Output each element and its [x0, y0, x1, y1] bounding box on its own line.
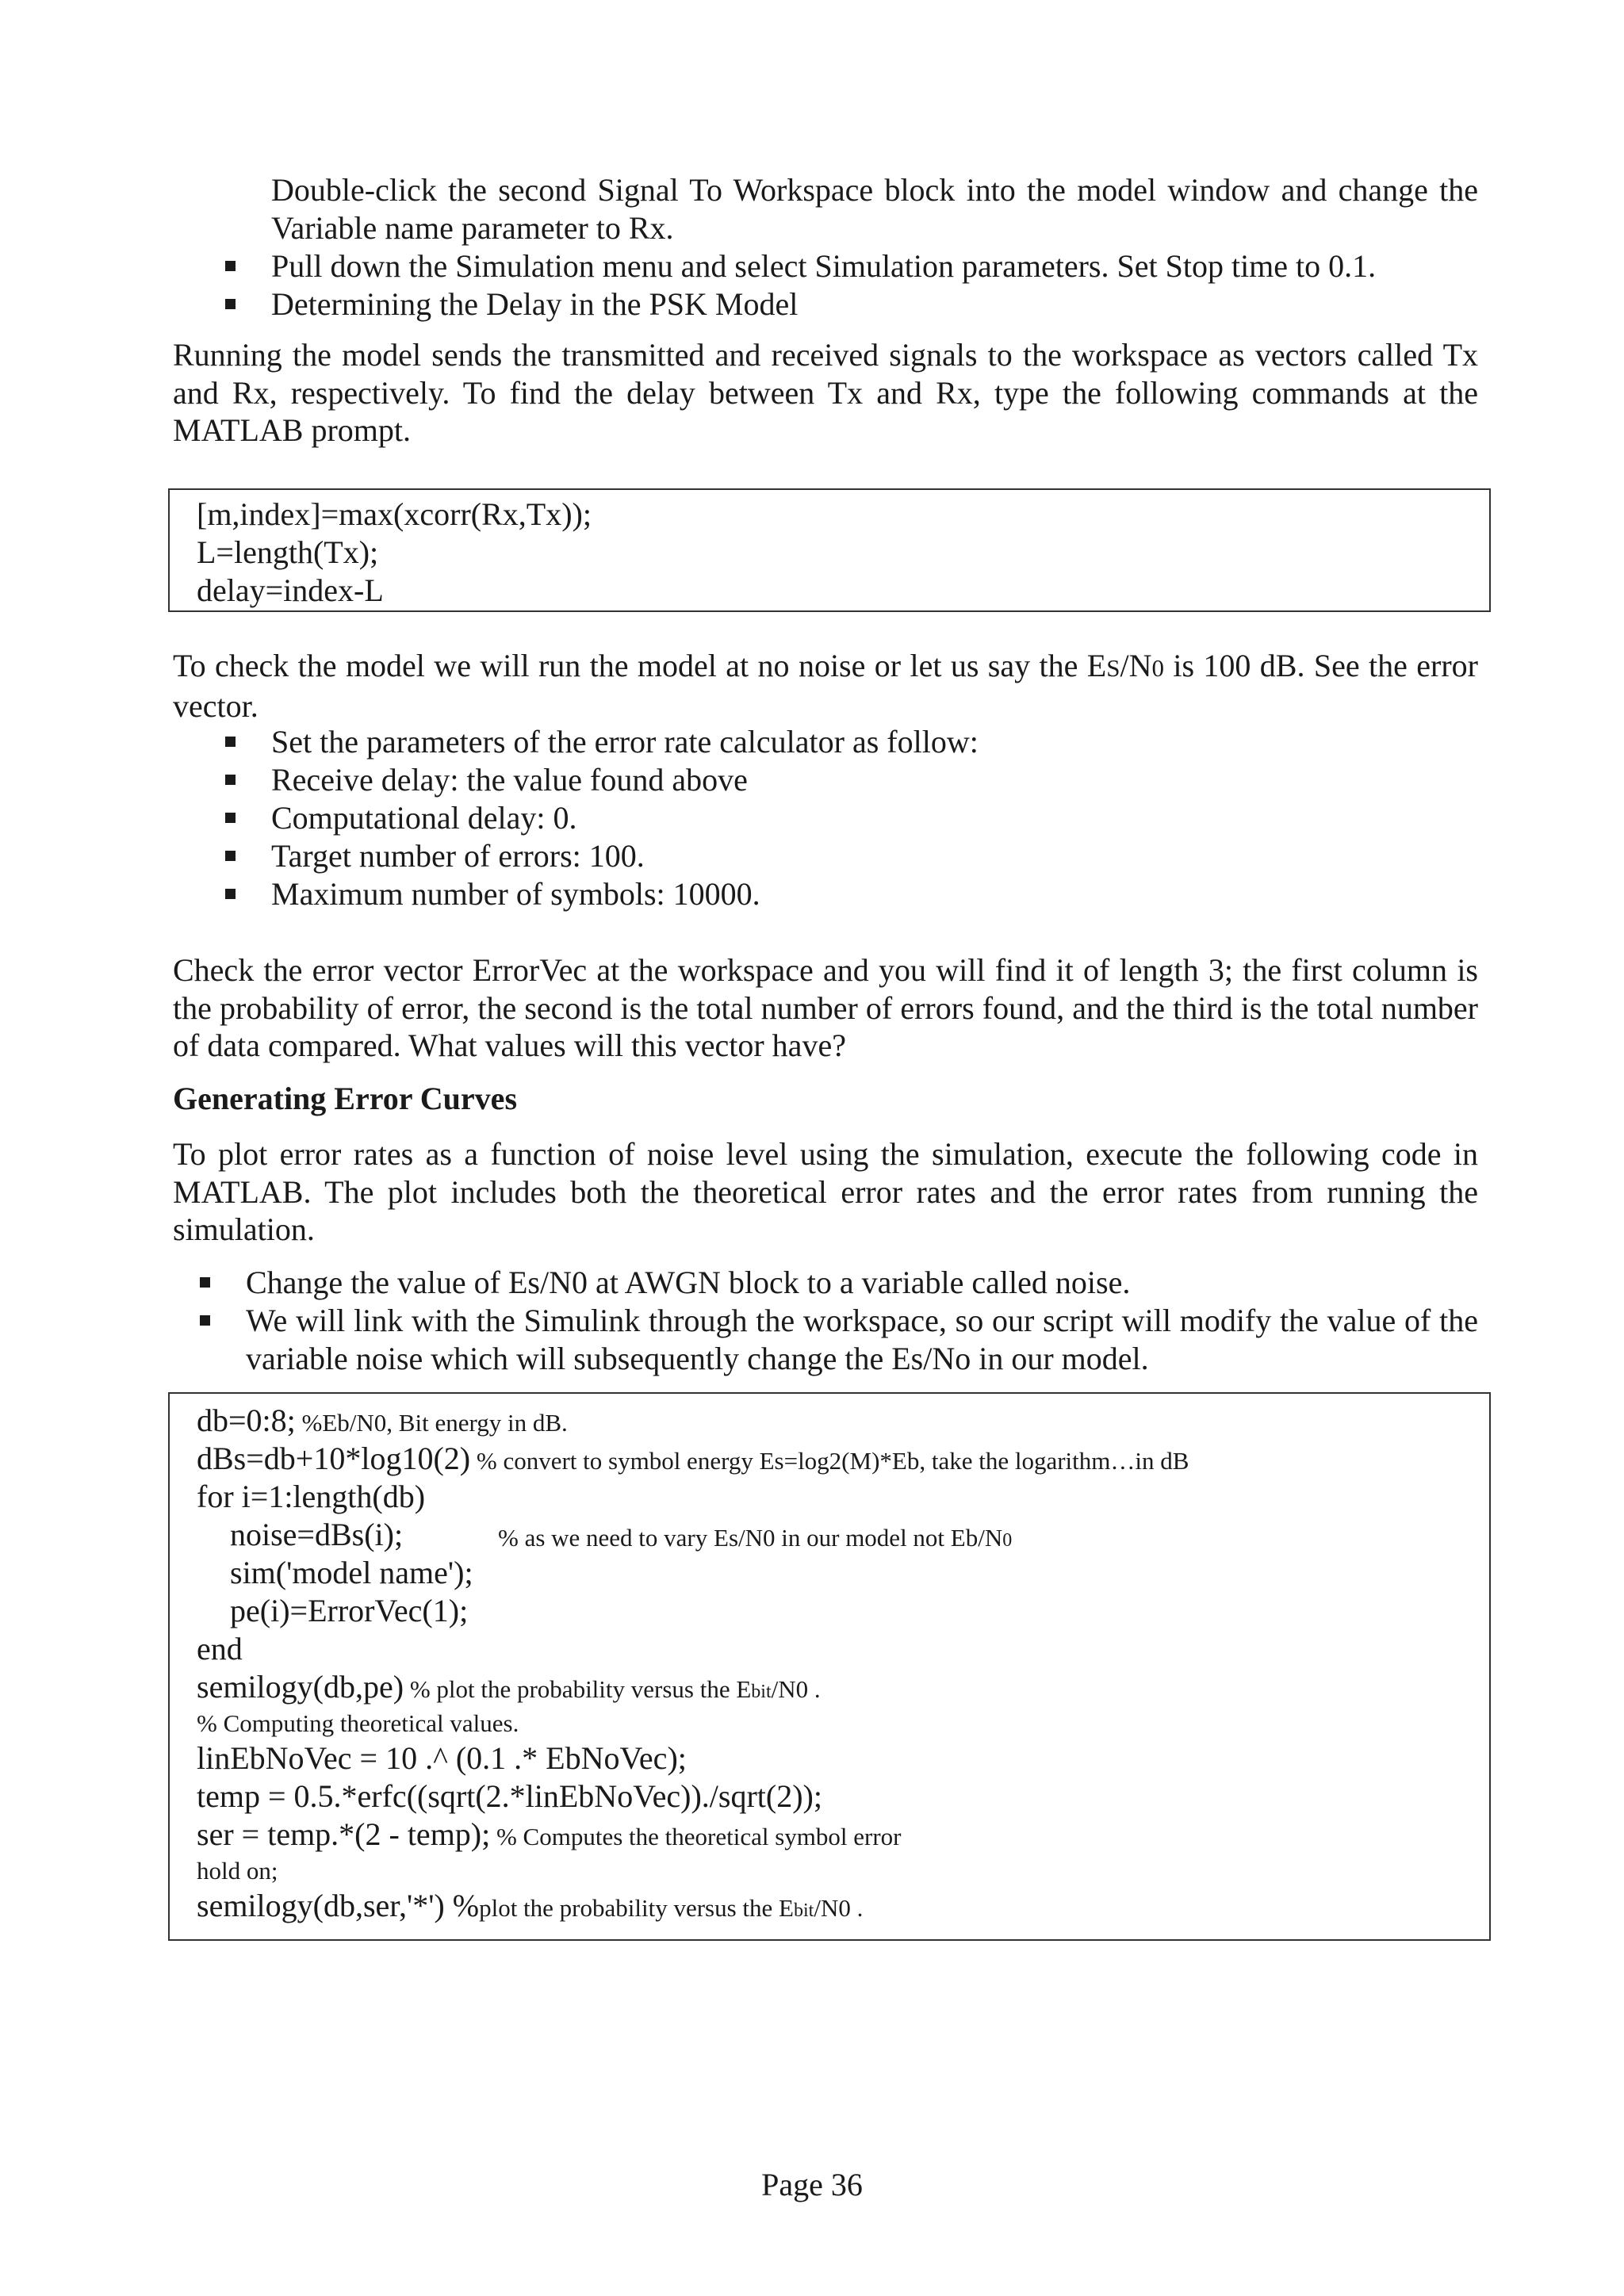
section-heading: Generating Error Curves — [173, 1081, 518, 1116]
list-item: Change the value of Es/N0 at AWGN block to a variable called noise. — [246, 1264, 1478, 1302]
list-item: Set the parameters of the error rate calculator as follow: — [271, 723, 1478, 761]
code-block-error-curves — [168, 1392, 1491, 1941]
bullet-square-icon — [225, 889, 236, 899]
code-line: dBs=db+10*log10(2) % convert to symbol energy Es=log2(M)*Eb, take the logarithm…in dB — [197, 1441, 1189, 1476]
code-line: semilogy(db,pe) % plot the probability versus the Ebit/N0 . — [197, 1669, 821, 1705]
list-item: Receive delay: the value found above — [271, 761, 1478, 799]
code-line: db=0:8; %Eb/N0, Bit energy in dB. — [197, 1402, 568, 1438]
bullet-square-icon — [200, 1315, 210, 1326]
bullet-square-icon — [225, 261, 236, 271]
code-line: sim('model name'); — [230, 1555, 473, 1590]
code-line: delay=index-L — [197, 572, 384, 608]
code-line: pe(i)=ErrorVec(1); — [230, 1593, 469, 1628]
bullet-square-icon — [225, 299, 236, 309]
code-line: hold on; — [197, 1857, 278, 1885]
code-comment: % as we need to vary Es/N0 in our model not Eb/N0 — [498, 1524, 1013, 1552]
page-number: Page 36 — [761, 2167, 863, 2202]
code-line: semilogy(db,ser,'*') %plot the probability versus the Ebit/N0 . — [197, 1888, 864, 1923]
bullet-square-icon — [225, 813, 236, 823]
list-item: We will link with the Simulink through the workspace, so our script will modify the value of the variable noise which will subsequently change the Es/No in our model. — [246, 1302, 1478, 1377]
code-line: for i=1:length(db) — [197, 1479, 426, 1514]
bullet-square-icon — [225, 775, 236, 785]
code-line: end — [197, 1631, 243, 1667]
code-line: linEbNoVec = 10 .^ (0.1 .* EbNoVec); — [197, 1740, 687, 1776]
list-item: Computational delay: 0. — [271, 799, 1478, 837]
code-line: % Computing theoretical values. — [197, 1709, 519, 1737]
list-item: Pull down the Simulation menu and select Simulation parameters. Set Stop time to 0.1. — [271, 247, 1478, 285]
list-item: Target number of errors: 100. — [271, 837, 1478, 875]
bullet-square-icon — [225, 737, 236, 747]
code-block-delay — [168, 488, 1491, 612]
code-line: [m,index]=max(xcorr(Rx,Tx)); — [197, 496, 592, 532]
list-item: Determining the Delay in the PSK Model — [271, 285, 1478, 323]
list-item: Maximum number of symbols: 10000. — [271, 875, 1478, 913]
instruction-continuation: Double-click the second Signal To Workspace block into the model window and change the Variable name parameter to Rx. — [271, 172, 1478, 246]
paragraph-running-model: Running the model sends the transmitted and received signals to the workspace as vectors called Tx and Rx, respectively. To find the delay between Tx and Rx, type the following commands at the MATLAB prompt. — [173, 337, 1478, 448]
code-line: L=length(Tx); — [197, 534, 379, 570]
code-line: noise=dBs(i); — [230, 1517, 404, 1552]
paragraph-error-vector: Check the error vector ErrorVec at the workspace and you will find it of length 3; the first column is the probability of error, the second is the total number of errors found, and the third is the total number of data compared. What values will this vector have? — [173, 952, 1478, 1063]
paragraph-plot-error: To plot error rates as a function of noise level using the simulation, execute the following code in MATLAB. The plot includes both the theoretical error rates and the error rates from running the simulation. — [173, 1136, 1478, 1247]
bullet-square-icon — [200, 1277, 210, 1288]
code-line: ser = temp.*(2 - temp); % Computes the theoretical symbol error — [197, 1816, 902, 1852]
code-line: temp = 0.5.*erfc((sqrt(2.*linEbNoVec))./sqrt(2)); — [197, 1778, 822, 1814]
bullet-square-icon — [225, 851, 236, 861]
paragraph-check-model: To check the model we will run the model at no noise or let us say the ES/N0 is 100 dB. See the error vector. — [173, 648, 1478, 724]
